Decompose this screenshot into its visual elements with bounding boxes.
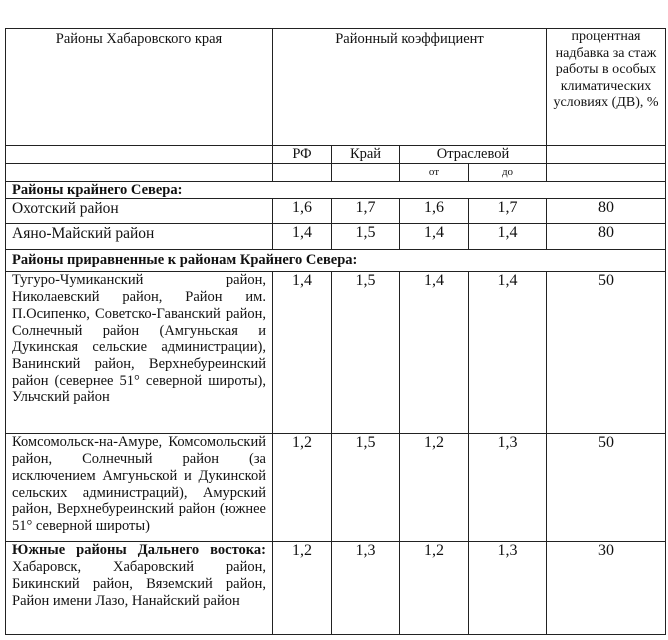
krai-value: 1,5 [332, 272, 400, 434]
region-group-title: Южные районы Дальнего востока: [12, 542, 266, 559]
region-name: Аяно-Майский район [6, 224, 273, 250]
to-value: 1,3 [469, 542, 547, 635]
subheader-row-2 [6, 164, 666, 182]
header-to: до [469, 164, 547, 182]
rf-value: 1,4 [273, 272, 332, 434]
bonus-value: 80 [547, 199, 666, 224]
table-row [6, 224, 666, 250]
header-row [6, 29, 666, 146]
region-list: Хабаровск, Хабаровский район, Бикинский район, Вяземский район, Район имени Лазо, Нанайский район [12, 559, 266, 609]
section-row [6, 250, 666, 272]
krai-value: 1,3 [332, 542, 400, 635]
rf-value: 1,6 [273, 199, 332, 224]
header-from: от [400, 164, 469, 182]
subheader-row [6, 146, 666, 164]
region-name: Тугуро-Чумиканский район, Николаевский район, Район им. П.Осипенко, Советско-Гаванский район, Солнечный район (Амгуньская и Дукинская сельские администрации), Ванинский район, Верхнебуреинский район (севернее 51° северной широты), Ульчский район [6, 272, 273, 434]
header-krai: Край [332, 146, 400, 164]
header-rf: РФ [273, 146, 332, 164]
region-name: Комсомольск-на-Амуре, Комсомольский район, Солнечный район (за исключением Амгуньской и Дукинской сельских администраций), Амурский район, Верхнебуреинский район (южнее 51° северной широты) [6, 434, 273, 542]
from-value: 1,2 [400, 434, 469, 542]
region-name [6, 542, 273, 635]
to-value: 1,3 [469, 434, 547, 542]
bonus-value: 50 [547, 434, 666, 542]
header-regions: Районы Хабаровского края [6, 29, 273, 146]
section-row [6, 181, 666, 199]
to-value: 1,7 [469, 199, 547, 224]
to-value: 1,4 [469, 224, 547, 250]
from-value: 1,4 [400, 272, 469, 434]
table-row [6, 199, 666, 224]
bonus-value: 30 [547, 542, 666, 635]
bonus-value: 80 [547, 224, 666, 250]
rf-value: 1,2 [273, 542, 332, 635]
to-value: 1,4 [469, 272, 547, 434]
krai-value: 1,5 [332, 434, 400, 542]
rf-value: 1,4 [273, 224, 332, 250]
header-coefficient: Районный коэффициент [273, 29, 547, 146]
krai-value: 1,7 [332, 199, 400, 224]
table-row [6, 434, 666, 542]
region-name: Охотский район [6, 199, 273, 224]
from-value: 1,2 [400, 542, 469, 635]
section-title: Районы крайнего Севера: [6, 181, 666, 199]
from-value: 1,4 [400, 224, 469, 250]
krai-value: 1,5 [332, 224, 400, 250]
from-value: 1,6 [400, 199, 469, 224]
header-bonus: процентная надбавка за стаж работы в особых климатических условиях (ДВ), % [547, 29, 666, 146]
rf-value: 1,2 [273, 434, 332, 542]
section-title: Районы приравненные к районам Крайнего Севера: [6, 250, 666, 272]
header-sector: Отраслевой [400, 146, 547, 164]
table-row [6, 542, 666, 635]
bonus-value: 50 [547, 272, 666, 434]
coefficient-table [5, 28, 666, 635]
table-row [6, 272, 666, 434]
